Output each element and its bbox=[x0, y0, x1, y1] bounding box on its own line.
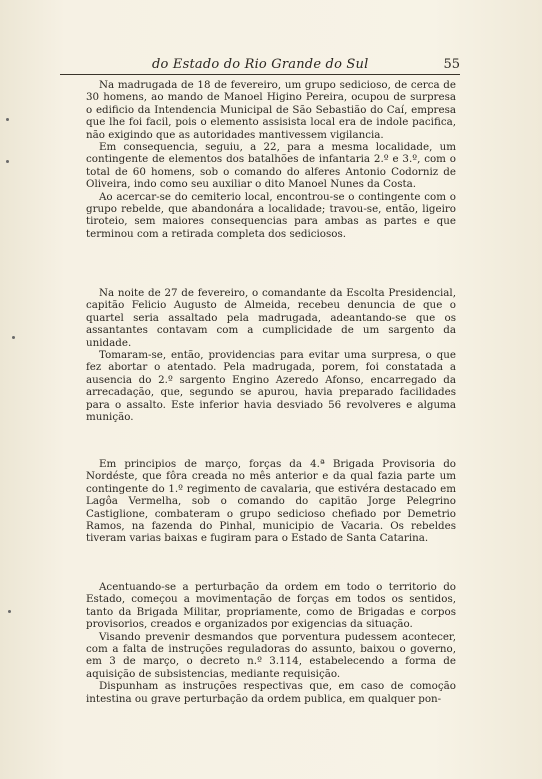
paragraph: Na madrugada de 18 de fevereiro, um grupo sedicioso, de cerca de 30 homens, ao mando de Manoel Higino Pereira, ocupou de surpresa o edificio da Intendencia Municipal de São Sebastião do Caí, empresa que lhe foi facil, pois o elemento assisista local era de indole pacifica, não exigindo que as autoridades mantivessem vigilancia. bbox=[86, 79, 456, 141]
paragraph: Na noite de 27 de fevereiro, o comandante da Escolta Presidencial, capitão Felicio Augusto de Almeida, recebeu denuncia de que o quartel seria assaltado pela madrugada, adeantando-se que os assantantes contavam com a cumplicidade de um sargento da unidade. bbox=[86, 287, 456, 349]
margin-speck bbox=[6, 160, 9, 163]
paragraph: Visando prevenir desmandos que porventura pudessem acontecer, com a falta de instruções reguladoras do assunto, baixou o governo, em 3 de março, o decreto n.º 3.114, estabelecendo a forma de aquisição de subsistencias, mediante requisição. bbox=[86, 630, 456, 680]
paragraph: Ao acercar-se do cemiterio local, encontrou-se o contingente com o grupo rebelde, que abandonára a localidade; travou-se, então, ligeiro tiroteio, sem maiores consequencias para ambas as partes e que terminou com a retirada completa dos sediciosos. bbox=[86, 190, 456, 240]
paragraph: Em principios de março, forças da 4.ª Brigada Provisoria do Nordéste, que fôra creada no mês anterior e da qual fazia parte um contingente do 1.º regimento de cavalaria, que estivéra destacado em Lagôa Vermelha, sob o comando do capitão Jorge Pelegrino Castiglione, combateram o grupo sedicioso chefiado por Demetrio Ramos, na fazenda do Pinhal, municipio de Vacaria. Os rebeldes tiveram varias baixas e fugiram para o Estado de Santa Catarina. bbox=[86, 458, 456, 545]
paragraph: Em consequencia, seguiu, a 22, para a mesma localidade, um contingente de elementos dos batalhões de infantaria 2.º e 3.º, com o total de 60 homens, sob o comando do alferes Antonio Codorniz de Oliveira, indo como seu auxiliar o dito Manoel Nunes da Costa. bbox=[86, 141, 456, 191]
page-number: 55 bbox=[443, 57, 460, 72]
section-2 bbox=[86, 287, 456, 423]
paragraph: Tomaram-se, então, providencias para evitar uma surpresa, o que fez abortar o atentado. Pela madrugada, porem, foi constatada a ausencia do 2.º sargento Engino Azeredo Afonso, encarregado da arrecadação, que, segundo se apurou, havia preparado facilidades para o assalto. Este inferior havia desviado 56 revolveres e alguma munição. bbox=[86, 349, 456, 424]
running-header bbox=[60, 56, 460, 75]
running-title: do Estado do Rio Grande do Sul bbox=[152, 57, 369, 72]
margin-speck bbox=[8, 610, 11, 613]
section-4 bbox=[86, 581, 456, 705]
margin-speck bbox=[12, 336, 15, 339]
section-3 bbox=[86, 458, 456, 545]
paragraph: Acentuando-se a perturbação da ordem em todo o territorio do Estado, começou a movimentação de forças em todos os sentidos, tanto da Brigada Militar, propriamente, como de Brigadas e corpos provisorios, creados e organizados por exigencias da situação. bbox=[86, 581, 456, 631]
paragraph: Dispunham as instruções respectivas que, em caso de comoção intestina ou grave perturbação da ordem publica, em qualquer pon- bbox=[86, 680, 456, 705]
margin-speck bbox=[6, 118, 9, 121]
section-1 bbox=[86, 79, 456, 240]
